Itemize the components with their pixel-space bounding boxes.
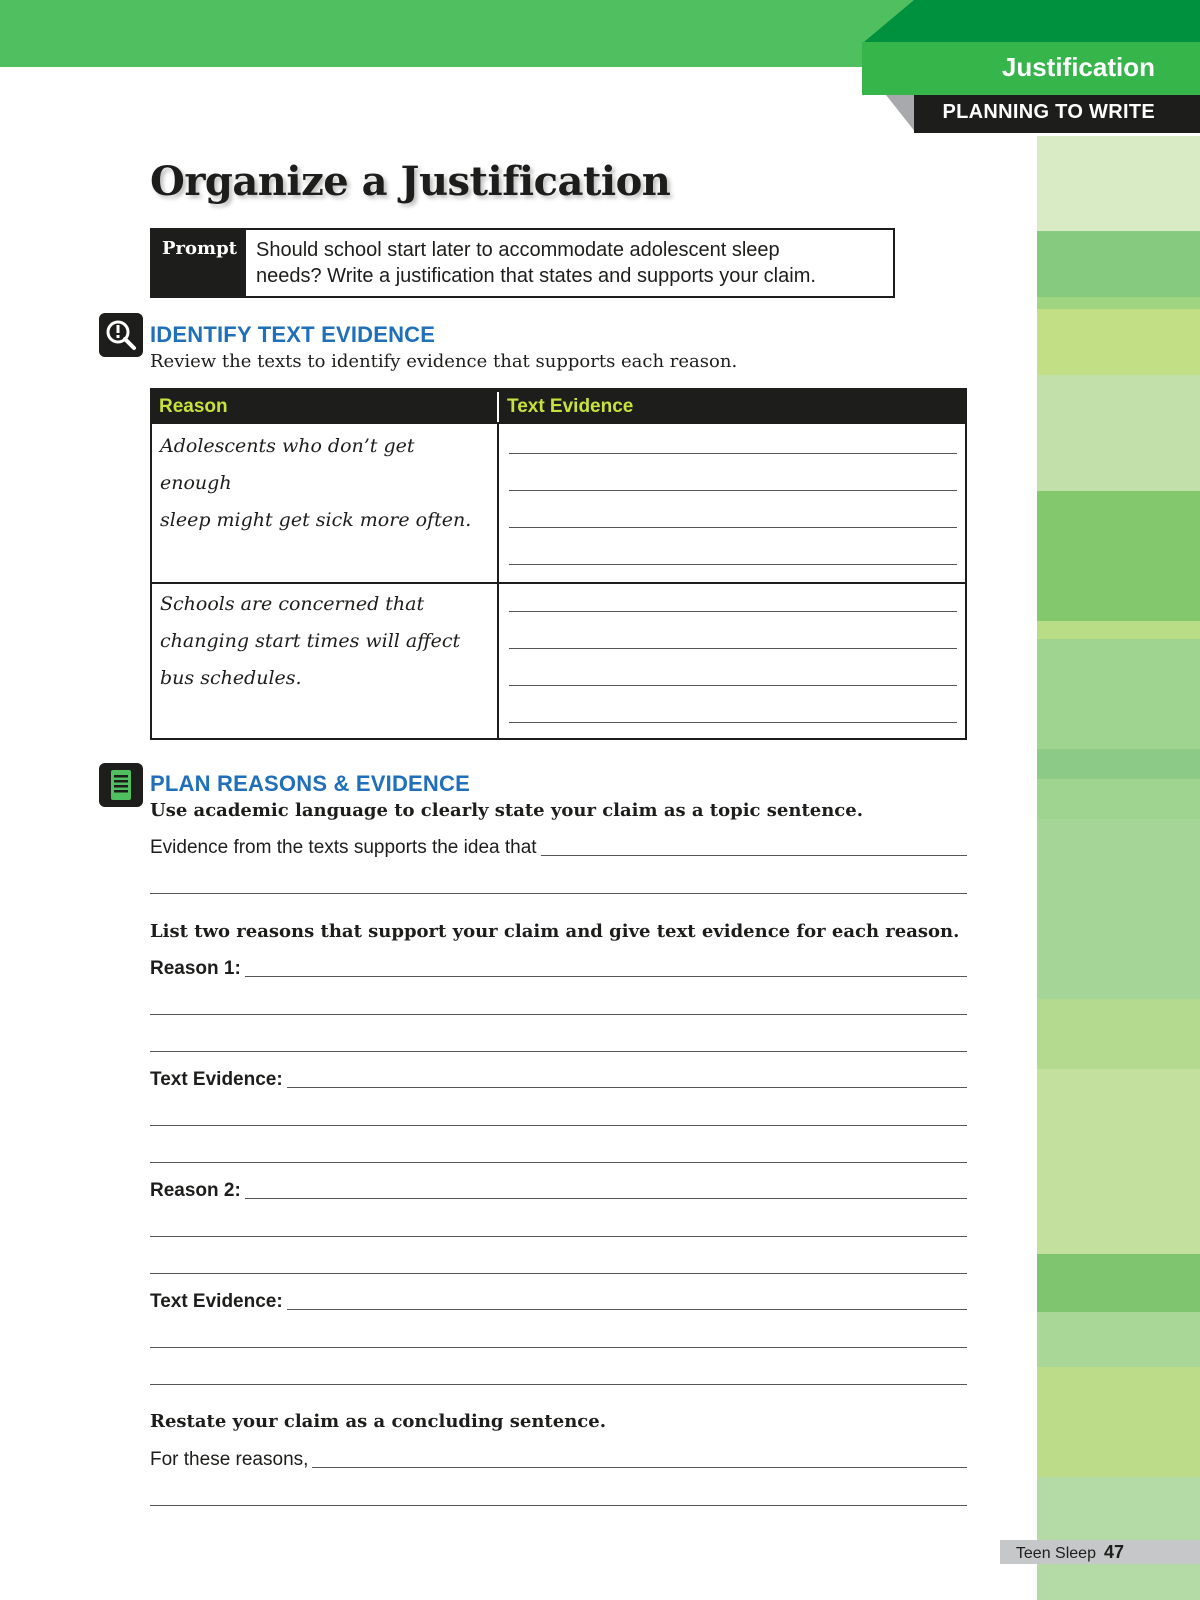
reason-1-line-3[interactable] <box>150 1051 967 1052</box>
evidence-1-row[interactable] <box>150 1066 967 1090</box>
evidence-write-line[interactable] <box>509 453 957 454</box>
reason-2-line-2: changing start times will affect <box>160 630 461 652</box>
evidence-write-line[interactable] <box>509 648 957 649</box>
evidence-2-label: Text Evidence: <box>150 1291 283 1312</box>
prompt-text <box>246 230 893 296</box>
conclusion-starter: For these reasons, <box>150 1449 309 1470</box>
claim-line[interactable] <box>541 855 967 856</box>
table-header <box>152 390 965 424</box>
footer <box>1016 1542 1124 1563</box>
header-tab-fold <box>886 95 916 133</box>
plan-heading: PLAN REASONS & EVIDENCE <box>150 771 470 796</box>
evidence-2-line-2[interactable] <box>150 1347 967 1348</box>
prompt-line-2: needs? Write a justification that states and supports your claim. <box>256 265 816 287</box>
reason-1-row[interactable] <box>150 955 967 979</box>
claim-starter: Evidence from the texts supports the idea that <box>150 837 537 858</box>
evidence-2-line[interactable] <box>287 1309 967 1310</box>
conclusion-line[interactable] <box>312 1467 967 1468</box>
reason-2-line-2[interactable] <box>150 1236 967 1237</box>
reason-2-label: Reason 2: <box>150 1180 241 1201</box>
evidence-2-row[interactable] <box>150 1288 967 1312</box>
prompt-label: Prompt <box>152 230 246 296</box>
evidence-write-line[interactable] <box>509 490 957 491</box>
subsection-title: PLANNING TO WRITE <box>942 101 1155 123</box>
reason-2-line-3: bus schedules. <box>160 667 302 689</box>
evidence-1-line-3[interactable] <box>150 1162 967 1163</box>
evidence-write-line[interactable] <box>509 685 957 686</box>
identify-heading: IDENTIFY TEXT EVIDENCE <box>150 322 436 347</box>
evidence-1-line-2[interactable] <box>150 1125 967 1126</box>
reason-2-line-1: Schools are concerned that <box>160 593 425 615</box>
prompt-box <box>150 228 895 298</box>
evidence-2-line-3[interactable] <box>150 1384 967 1385</box>
reason-1-line[interactable] <box>245 976 967 977</box>
plan-instruction-3: Restate your claim as a concluding sentence. <box>150 1411 606 1432</box>
reason-2-line[interactable] <box>245 1198 967 1199</box>
reason-2-line-3[interactable] <box>150 1273 967 1274</box>
conclusion-row[interactable] <box>150 1446 967 1470</box>
reason-1-label: Reason 1: <box>150 958 241 979</box>
reason-1-line-2[interactable] <box>150 1014 967 1015</box>
conclusion-line-2[interactable] <box>150 1505 967 1506</box>
evidence-write-line[interactable] <box>509 722 957 723</box>
section-title: Justification <box>1001 52 1155 82</box>
evidence-write-line[interactable] <box>509 564 957 565</box>
decorative-stripes <box>1037 136 1200 1600</box>
header-tab-shadow <box>864 0 1200 42</box>
prompt-line-1: Should school start later to accommodate adolescent sleep <box>256 239 780 261</box>
reason-2-row[interactable] <box>150 1177 967 1201</box>
reason-1-line-1: Adolescents who don’t get enough <box>160 435 415 494</box>
row-divider <box>152 582 965 584</box>
col-evidence-header: Text Evidence <box>507 396 634 417</box>
reason-cell-1 <box>160 428 490 539</box>
identify-instruction: Review the texts to identify evidence that supports each reason. <box>150 351 738 372</box>
page-title: Organize a Justification <box>150 158 671 205</box>
evidence-table <box>150 388 967 740</box>
evidence-write-line[interactable] <box>509 527 957 528</box>
claim-row[interactable] <box>150 834 967 858</box>
evidence-1-line[interactable] <box>287 1087 967 1088</box>
evidence-1-label: Text Evidence: <box>150 1069 283 1090</box>
magnifier-alert-icon <box>99 313 143 357</box>
reason-cell-2 <box>160 586 490 697</box>
col-reason-header: Reason <box>159 396 228 417</box>
reason-1-line-2: sleep might get sick more often. <box>160 509 472 531</box>
plan-instruction-2: List two reasons that support your claim and give text evidence for each reason. <box>150 921 960 942</box>
claim-line-2[interactable] <box>150 893 967 894</box>
book-title: Teen Sleep <box>1015 1545 1096 1562</box>
plan-instruction-1: Use academic language to clearly state your claim as a topic sentence. <box>150 800 863 821</box>
evidence-write-line[interactable] <box>509 611 957 612</box>
header-divider <box>497 392 499 422</box>
document-icon <box>99 763 143 807</box>
page-number: 47 <box>1103 1542 1124 1562</box>
